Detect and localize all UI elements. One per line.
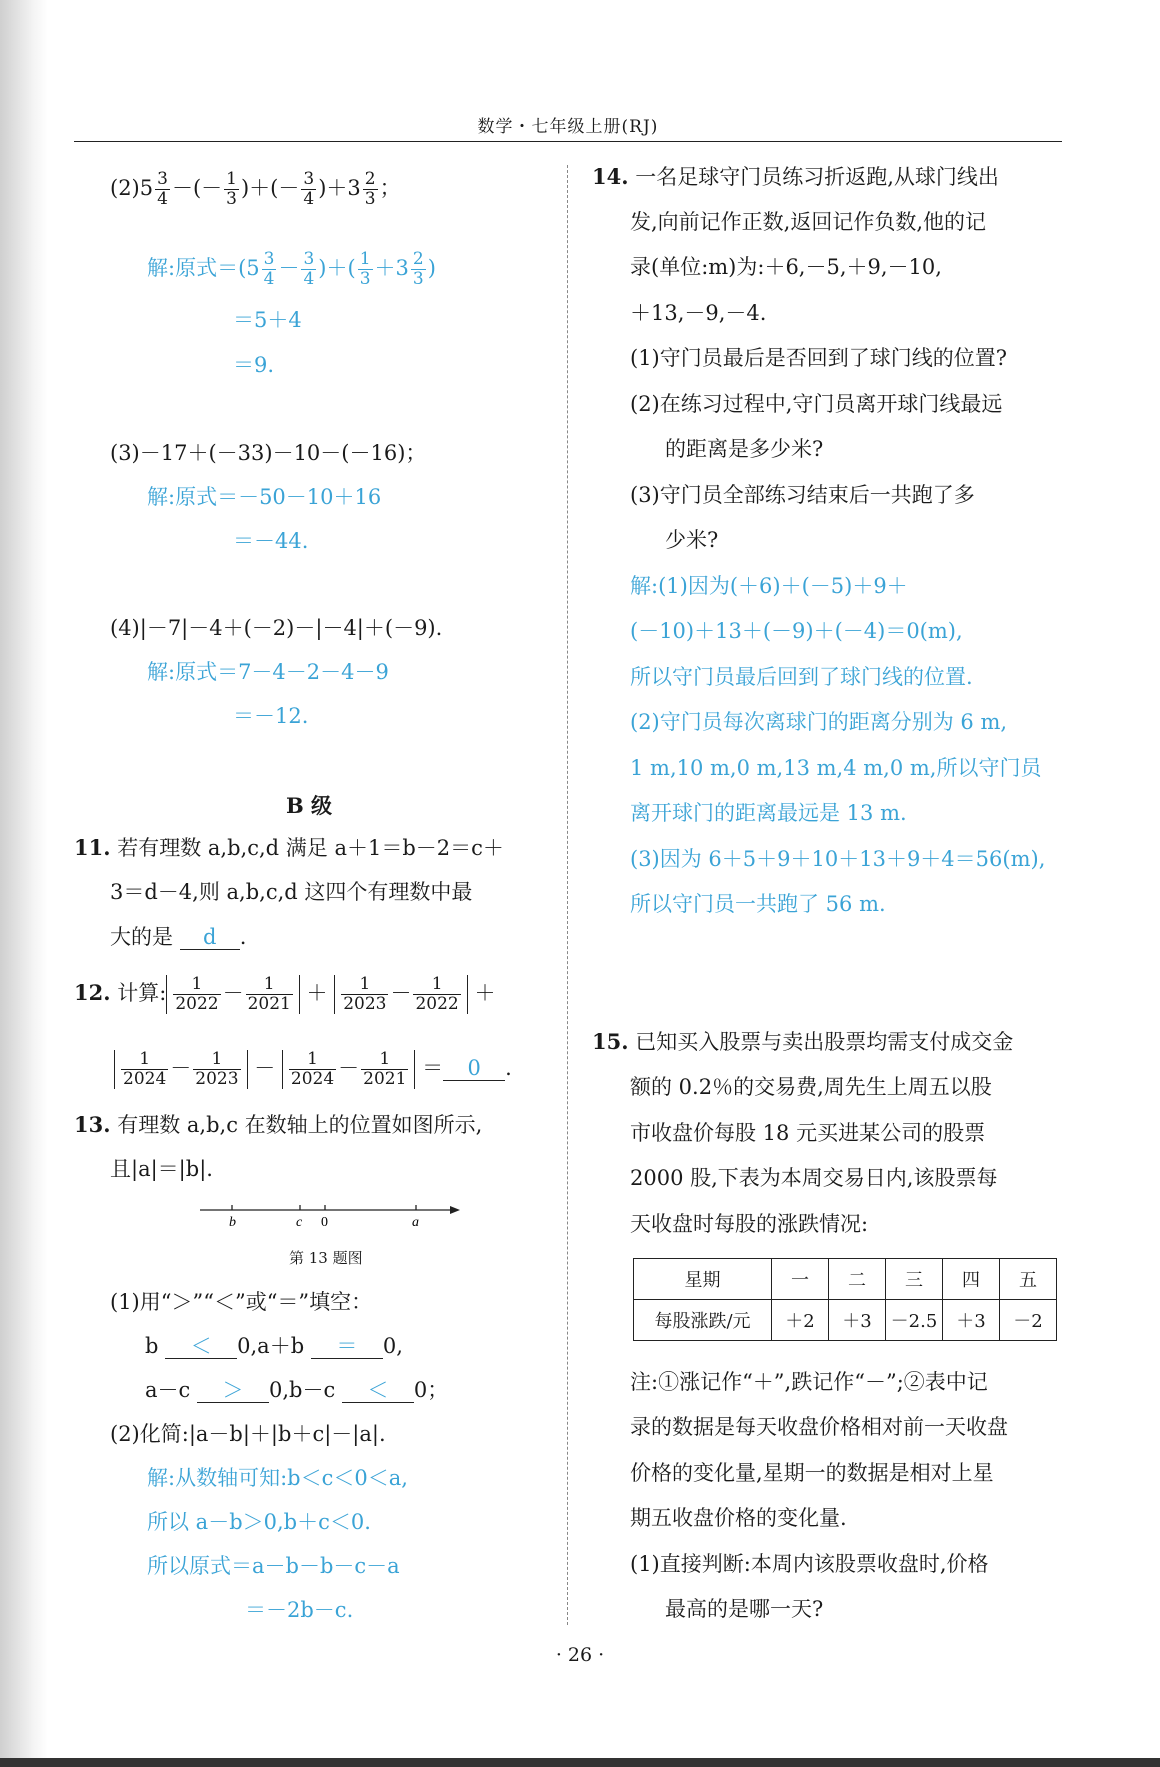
q15-line5: 天收盘时每股的涨跌情况:	[630, 1212, 869, 1236]
q14-line3: 录(单位:m)为:＋6,－5,＋9,－10,	[630, 255, 942, 279]
q13-answer-2: ＝	[311, 1334, 383, 1359]
q13-part1: (1)用“＞”“＜”或“＝”填空：	[110, 1290, 373, 1314]
q10-2-solution-line3: ＝9.	[233, 353, 275, 377]
q14-part1: (1)守门员最后是否回到了球门线的位置?	[630, 346, 1008, 370]
q15-line3: 市收盘价每股 18 元买进某公司的股票	[630, 1121, 986, 1145]
q14-solution-line6: 离开球门的距离最远是 13 m.	[630, 801, 907, 825]
page-edge-shadow	[0, 0, 48, 1767]
table-cell: ＋3	[943, 1300, 1000, 1341]
q13-line1: 13. 有理数 a,b,c 在数轴上的位置如图所示,	[74, 1112, 483, 1137]
q13-solution-line4: ＝－2b－c.	[245, 1598, 354, 1622]
q14-solution-line3: 所以守门员最后回到了球门线的位置.	[630, 665, 973, 689]
bottom-bar	[0, 1758, 1160, 1767]
stock-change-table	[633, 1258, 1057, 1341]
table-cell: ＋2	[772, 1300, 829, 1341]
q11-answer: d	[180, 925, 240, 950]
table-cell: 一	[772, 1259, 829, 1300]
q15-line4: 2000 股,下表为本周交易日内,该股票每	[630, 1166, 998, 1190]
q15-note-line1: 注:①涨记作“＋”,跌记作“－”;②表中记	[630, 1370, 988, 1394]
q13-answer-3: ＞	[197, 1378, 269, 1403]
q13-part2: (2)化简:|a－b|＋|b＋c|－|a|.	[110, 1422, 386, 1446]
q14-part3-line2: 少米?	[665, 528, 719, 552]
section-heading-level-b: B 级	[286, 793, 333, 818]
q13-answer-1: ＜	[165, 1334, 237, 1359]
q13-solution-line3: 所以原式＝a－b－b－c－a	[147, 1554, 400, 1578]
page-number: · 26 ·	[555, 1644, 605, 1666]
q14-solution-line5: 1 m,10 m,0 m,13 m,4 m,0 m,所以守门员	[630, 756, 1042, 780]
header-rule	[74, 141, 1062, 142]
label-b: b	[229, 1215, 236, 1230]
q10-3-expression: (3)－17＋(－33)－10－(－16)；	[110, 441, 427, 465]
table-cell: 每股涨跌/元	[634, 1300, 772, 1341]
table-cell: 星期	[634, 1259, 772, 1300]
q10-2-solution-line1: 解:原式＝(5 $\frac{3}{4}$ － $\frac{3}{4}$ )＋( $\frac{1}{3}$ ＋3 $\frac{2}{3}$ )	[147, 249, 436, 289]
q14-solution-line1: 解:(1)因为(＋6)＋(－5)＋9＋	[630, 574, 908, 598]
table-cell: －2.5	[886, 1300, 943, 1341]
q10-4-expression: (4)|－7|－4＋(－2)－|－4|＋(－9).	[110, 616, 443, 640]
number-line-figure	[195, 1198, 460, 1230]
q14-solution-line2: (－10)＋13＋(－9)＋(－4)＝0(m),	[630, 619, 963, 643]
q15-part1-line2: 最高的是哪一天?	[665, 1597, 824, 1621]
q14-line4: ＋13,－9,－4.	[630, 301, 767, 325]
label-c: c	[296, 1215, 303, 1230]
q10-4-solution-line1: 解:原式＝7－4－2－4－9	[147, 660, 389, 684]
q10-3-solution-line2: ＝－44.	[233, 529, 309, 553]
column-divider	[567, 165, 568, 1625]
q14-solution-line4: (2)守门员每次离球门的距离分别为 6 m,	[630, 710, 1008, 734]
q10-2-expression: (2)5 $\frac{3}{4}$ －(－ $\frac{1}{3}$ )＋(－ $\frac{3}{4}$ )＋3 $\frac{2}{3}$ ；	[110, 169, 401, 209]
q14-line2: 发,向前记作正数,返回记作负数,他的记	[630, 210, 987, 234]
q13-line2: 且|a|＝|b|.	[110, 1157, 213, 1181]
q13-part1-row1: b ＜ 0,a＋b ＝ 0,	[145, 1334, 403, 1358]
table-cell: 三	[886, 1259, 943, 1300]
q15-line1: 15. 已知买入股票与卖出股票均需支付成交金	[592, 1029, 1014, 1054]
q10-4-solution-line2: ＝－12.	[233, 704, 309, 728]
q15-note-line2: 录的数据是每天收盘价格相对前一天收盘	[630, 1415, 1008, 1439]
q15-note-line3: 价格的变化量,星期一的数据是相对上星	[630, 1461, 994, 1485]
q14-part2-line1: (2)在练习过程中,守门员离开球门线最远	[630, 392, 1003, 416]
table-header-row	[634, 1259, 1057, 1300]
q14-solution-line7: (3)因为 6＋5＋9＋10＋13＋9＋4＝56(m),	[630, 847, 1046, 871]
figure-caption: 第 13 题图	[289, 1249, 363, 1267]
table-row	[634, 1300, 1057, 1341]
q13-solution-line2: 所以 a－b＞0,b＋c＜0.	[147, 1510, 371, 1534]
table-cell: 五	[1000, 1259, 1057, 1300]
q11-line1: 11. 若有理数 a,b,c,d 满足 a＋1＝b－2＝c＋	[74, 835, 504, 860]
table-cell: －2	[1000, 1300, 1057, 1341]
q15-line2: 额的 0.2％的交易费,周先生上周五以股	[630, 1075, 992, 1099]
label-a: a	[412, 1215, 419, 1230]
q12-line1: 12. 计算: $\frac{1}{2022}$ － $\frac{1}{2021}$ ＋ $\frac{1}{2023}$ － $\frac{1}{2022}$ ＋	[74, 974, 496, 1014]
q14-solution-line8: 所以守门员一共跑了 56 m.	[630, 892, 886, 916]
q14-part3-line1: (3)守门员全部练习结束后一共跑了多	[630, 483, 975, 507]
q11-line3: 大的是 d .	[110, 925, 247, 949]
q10-3-solution-line1: 解:原式＝－50－10＋16	[147, 485, 382, 509]
q13-part1-row2: a－c ＞ 0,b－c ＜ 0；	[145, 1378, 449, 1402]
running-header: 数学・七年级上册(RJ)	[477, 117, 659, 137]
q15-part1-line1: (1)直接判断:本周内该股票收盘时,价格	[630, 1552, 989, 1576]
q13-answer-4: ＜	[342, 1378, 414, 1403]
label-zero: 0	[321, 1215, 328, 1230]
q12-answer: 0	[443, 1056, 505, 1081]
q14-part2-line2: 的距离是多少米?	[665, 437, 824, 461]
q10-2-solution-line2: ＝5＋4	[233, 308, 302, 332]
table-cell: 二	[829, 1259, 886, 1300]
q13-solution-line1: 解:从数轴可知:b＜c＜0＜a,	[147, 1466, 408, 1490]
q11-line2: 3＝d－4,则 a,b,c,d 这四个有理数中最	[110, 880, 473, 904]
table-cell: 四	[943, 1259, 1000, 1300]
table-cell: ＋3	[829, 1300, 886, 1341]
q15-note-line4: 期五收盘价格的变化量.	[630, 1506, 847, 1530]
number-line-arrow	[450, 1206, 460, 1214]
q12-line2: $\frac{1}{2024}$ － $\frac{1}{2023}$ － $\frac{1}{2024}$ － $\frac{1}{2021}$ ＝ 0 .	[114, 1050, 512, 1089]
q14-line1: 14. 一名足球守门员练习折返跑,从球门线出	[592, 164, 999, 189]
